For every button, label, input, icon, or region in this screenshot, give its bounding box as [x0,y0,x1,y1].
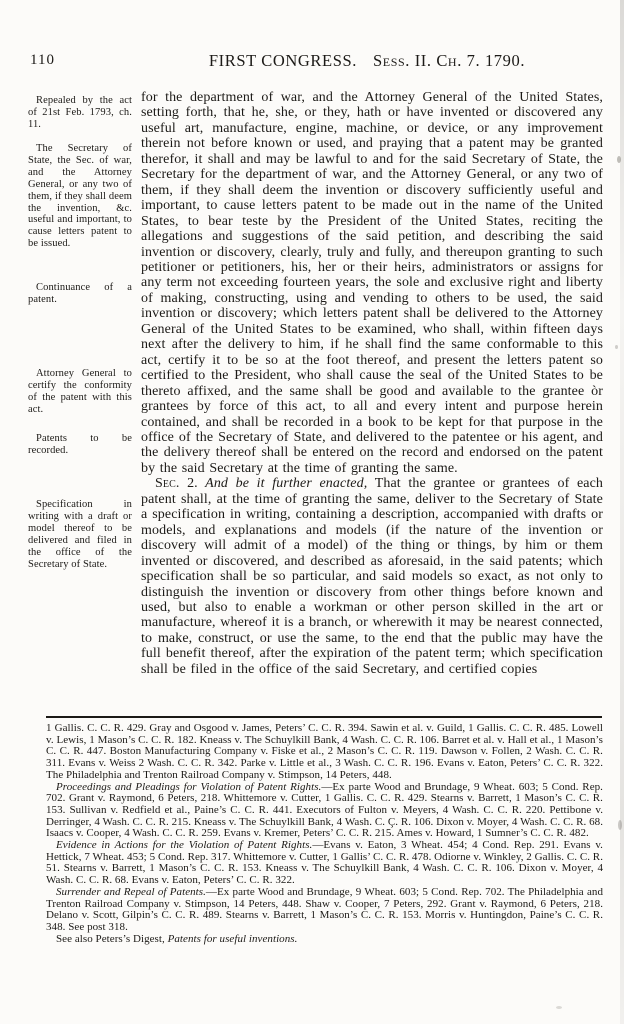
page-number: 110 [30,52,55,68]
scan-artifact [617,156,621,163]
statute-body [141,90,603,677]
running-head [120,51,614,71]
margin-note-patents-recorded: Patents to be recorded. [28,433,132,456]
margin-note-continuance: Continuance of a patent. [28,282,132,305]
page-edge-shading [620,0,624,1024]
footnotes-block [46,723,603,945]
margin-note-repealed: Repealed by the act of 21st Feb. 1793, ch. 11. [28,95,132,130]
running-head-session: Sess. II. Ch. 7. 1790. [372,51,526,70]
body-paragraph-1: for the department of war, and the Attorney General of the United States, setting forth, that he, she, or they, hath or have invented or discovered any useful art, manufacture, engine, machine, or device, or any improvement therein not before known or used, and praying that a patent may be granted therefor, it shall and may be lawful to and for the said Secretary of State, the Secretary for the department of war, and the Attorney General, or any two of them, if they shall deem the invention or discovery sufficiently useful and important, to cause letters patent to be made out in the name of the United States, to bear teste by the President of the United States, reciting the allegations and suggestions of the said petition, and describing the said invention or discovery, clearly, truly and fully, and thereupon granting to such petitioner or petitioners, his, her or their heirs, administrators or assigns for any term not exceeding fourteen years, the sole and exclusive right and liberty of making, constructing, using and vending to others to be used, the said invention or discovery; which letters patent shall be delivered to the Attorney General of the United States to be examined, who shall, within fifteen days next after the delivery to him, if he shall find the same conformable to this act, certify it to be so at the foot thereof, and present the letters patent so certified to the President, who shall cause the seal of the United States to be thereto affixed, and the same shall be good and available to the grantee òr grantees by force of this act, to all and every intent and purpose herein contained, and shall be recorded in a book to be kept for that purpose in the office of the Secretary of State, and delivered to the patentee or his agent, and the delivery thereof shall be entered on the record and endorsed on the patent by the said Secretary at the time of granting the same. [141,90,603,476]
footnote-text: —Evans v. Eaton, 3 Wheat. 454; 4 Cond. Rep. 291. Evans v. Hettick, 7 Wheat. 453; 5 Cond. Rep. 317. Whittemore v. Cutter, 1 Gallis’ C. C. R. 478. Odiorne v. Winkley, 2 Gallis. C. C. R. 51. Stearns v. Barrett, 1 Mason’s C. C. R. 153. Kneass v. The Schuylkill Bank, 4 Wash. C. C. R. 106. Dixon v. Moyer, 4 Wash. C. C. R. 68. Evans v. Eaton, Peters’ C. C. R. 322. [46,839,603,887]
scan-artifact [615,345,618,349]
margin-note-specification: Specification in writing with a draft or model thereof to be delivered and filed in the office of the Secretary of State. [28,499,132,570]
footnote-see-also [46,934,603,946]
footnote-tail: Patents for useful inventions. [167,932,298,945]
scan-artifact [618,820,622,830]
footnote-surrender [46,887,603,934]
section-2-label: Sec. 2. [155,476,198,492]
footnote-lead: Surrender and Repeal of Patents. [56,885,206,898]
footnote-text: —Ex parte Wood and Brundage, 9 Wheat. 603; 5 Cond. Rep. 702. The Philadelphia and Trenton Railroad Company v. Stimpson, 14 Peters, 448. Shaw v. Cooper, 7 Peters, 292. Grant v. Raymond, 6 Peters, 218. Delano v. Scott, Gilpin’s C. C. R. 489. Stearns v. Barrett, 1 Mason’s C. C. R. 153. Morris v. Huntingdon, Paine’s C. C. R. 348. See post 318. [46,885,603,933]
margin-note-attorney-general: Attorney General to certify the conformity of the patent with this act. [28,368,132,415]
footnote-lead: Evidence in Actions for the Violation of Patent Rights. [56,839,313,852]
footnote-evidence [46,840,603,887]
footnote-text: —Ex parte Wood and Brundage, 9 Wheat. 603; 5 Cond. Rep. 702. Grant v. Raymond, 6 Peters, 218. Whittemore v. Cutter, 1 Gallis. C. C. R. 429. Stearns v. Barrett, 1 Mason’s C. C. R. 153. Sullivan v. Redfield et al., Paine’s C. C. R. 441. Executors of Fulton v. Meyers, 4 Wash. C. C. R. 220. Pettibone v. Derringer, 4 Wash. C. C. R. 215. Kneass v. The Schuylkill Bank, 4 Wash. C. Ç. R. 106. Dixon v. Moyer, 4 Wash. C. C. R. 68. Isaacs v. Cooper, 4 Wash. C. C. R. 259. Evans v. Kremer, Peters’ C. C. R. 215. Ames v. Howard, 1 Sumner’s C. C. R. 482. [46,780,603,840]
footnote-proceedings [46,782,603,841]
footnote-text: See also Peters’s Digest, [56,932,168,945]
footnote-citations [46,723,603,782]
scan-artifact [556,1006,562,1009]
footnote-text: 1 Gallis. C. C. R. 429. Gray and Osgood v. James, Peters’ C. C. R. 394. Sawin et al. v. Guild, 1 Gallis. C. C. R. 485. Lowell v. Lewis, 1 Mason’s C. C. R. 182. Kneass v. The Schuylkill Bank, 4 Wash. C. C. R. 106. Barret et al. v. Hall et al., 1 Mason’s C. C. R. 447. Boston Manufacturing Company v. Fiske et al., 2 Mason’s C. C. R. 119. Dawson v. Follen, 2 Wash. C. C. R. 311. Evans v. Weiss 2 Wash. C. C. R. 342. Parke v. Little et al., 3 Wash. C. C. R. 196. Evans v. Eaton, Peters’ C. C. R. 322. The Philadelphia and Trenton Railroad Company v. Stimpson, 14 Peters, 448. [46,722,603,781]
footnote-lead: Proceedings and Pleadings for Violation of Patent Rights. [56,780,322,793]
margin-note-secretaries: The Secretary of State, the Sec. of war, and the Attorney General, or any two of them, if they shall deem the invention, &c. useful and important, to cause letters patent to be issued. [28,143,132,250]
section-2-text: That the grantee or grantees of each patent shall, at the time of granting the same, deliver to the Secretary of State a specification in writing, containing a description, accompanied with drafts or models, and explanations and models (if the nature of the invention or discovery will admit of a model) of the thing or things, by him or them invented or discovered, and described as aforesaid, in the said patents; which specification shall be so particular, and said models so exact, as not only to distinguish the invention or discovery from other things before known and used, but also to enable a workman or other person skilled in the art or manufacture, whereof it is a branch, or wherewith it may be nearest connected, to make, construct, or use the same, to the end that the public may have the full benefit thereof, after the expiration of the patent term; which specification shall be filed in the office of the said Secretary, and certified copies [141,476,603,677]
body-paragraph-section-2 [141,476,603,677]
footnote-divider-rule [46,716,602,718]
running-head-congress: FIRST CONGRESS. [208,51,357,70]
enacting-clause: And be it further enacted, [197,476,368,492]
